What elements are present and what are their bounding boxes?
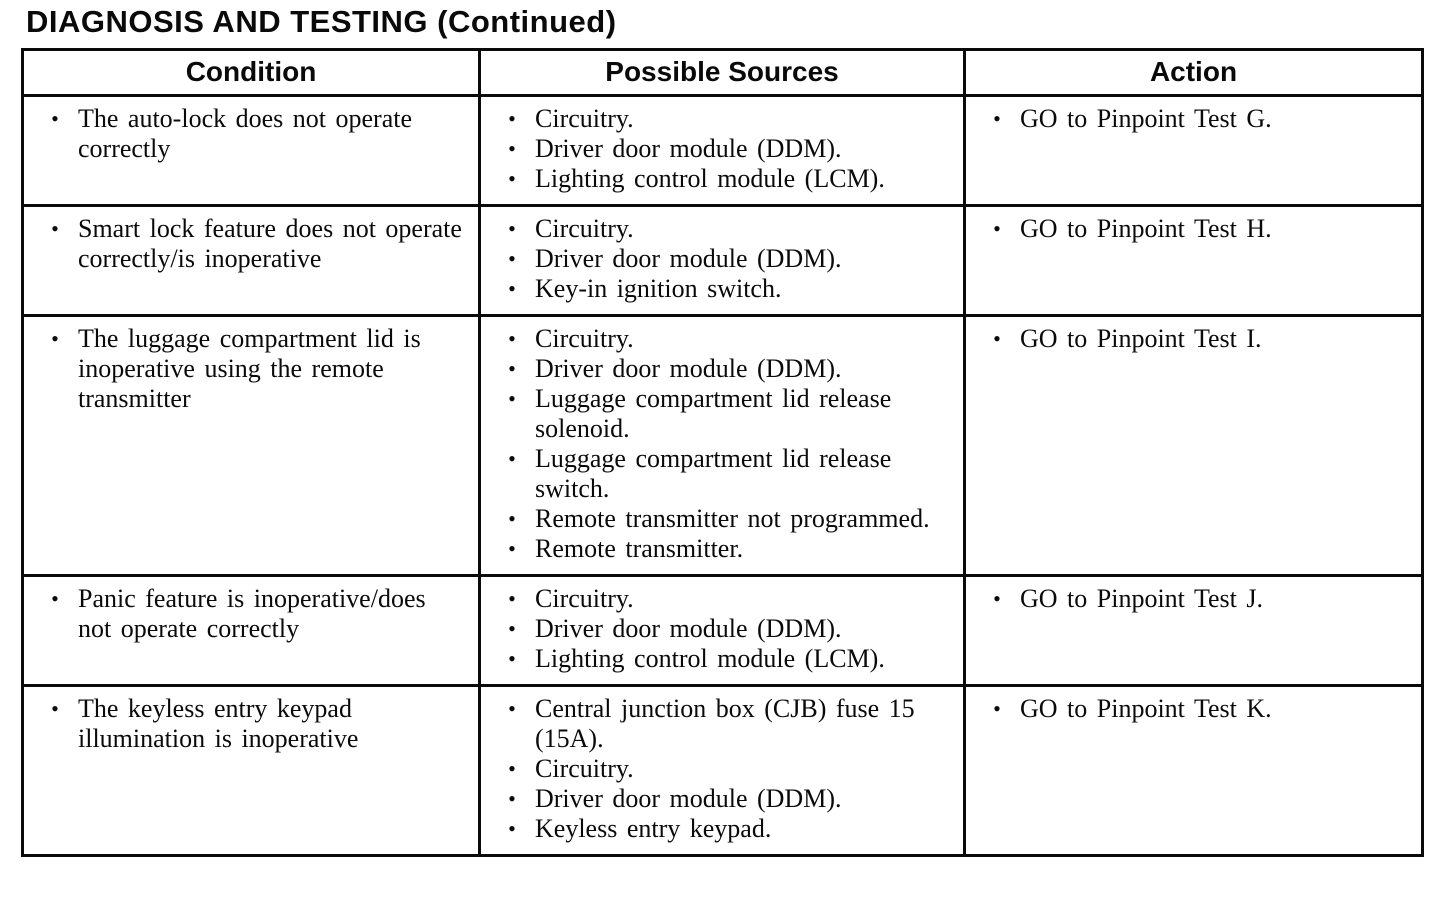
bullet-icon: • bbox=[508, 646, 516, 671]
source-text: Driver door module (DDM). bbox=[535, 244, 842, 273]
source-text: Circuitry. bbox=[535, 214, 634, 243]
bullet-icon: • bbox=[993, 326, 1001, 351]
bullet-icon: • bbox=[993, 106, 1001, 131]
bullet-item bbox=[489, 134, 955, 164]
bullet-icon: • bbox=[508, 616, 516, 641]
bullet-item bbox=[974, 584, 1413, 614]
action-text: GO to Pinpoint Test I. bbox=[1020, 324, 1262, 353]
source-text: Luggage compartment lid release solenoid. bbox=[535, 384, 892, 443]
bullet-item bbox=[489, 694, 955, 754]
source-text: Remote transmitter not programmed. bbox=[535, 504, 930, 533]
bullet-item bbox=[489, 534, 955, 564]
condition-text: Smart lock feature does not operate correctly/is inoperative bbox=[78, 214, 462, 273]
bullet-icon: • bbox=[508, 506, 516, 531]
action-text: GO to Pinpoint Test H. bbox=[1020, 214, 1272, 243]
condition-cell bbox=[23, 96, 480, 206]
bullet-item bbox=[32, 584, 470, 644]
source-text: Key-in ignition switch. bbox=[535, 274, 782, 303]
bullet-item bbox=[974, 694, 1413, 724]
bullet-icon: • bbox=[993, 696, 1001, 721]
table-header-row bbox=[23, 50, 1423, 96]
bullet-item bbox=[32, 214, 470, 274]
source-text: Remote transmitter. bbox=[535, 534, 744, 563]
page-title: DIAGNOSIS AND TESTING (Continued) bbox=[26, 4, 617, 39]
bullet-icon: • bbox=[508, 786, 516, 811]
source-text: Keyless entry keypad. bbox=[535, 814, 772, 843]
source-text: Driver door module (DDM). bbox=[535, 614, 842, 643]
sources-cell bbox=[480, 316, 965, 576]
bullet-icon: • bbox=[993, 586, 1001, 611]
bullet-item bbox=[489, 504, 955, 534]
bullet-icon: • bbox=[508, 816, 516, 841]
source-text: Lighting control module (LCM). bbox=[535, 164, 885, 193]
table-row bbox=[23, 96, 1423, 206]
source-text: Lighting control module (LCM). bbox=[535, 644, 885, 673]
bullet-icon: • bbox=[508, 276, 516, 301]
bullet-item bbox=[489, 444, 955, 504]
bullet-item bbox=[974, 104, 1413, 134]
bullet-item bbox=[489, 274, 955, 304]
bullet-icon: • bbox=[508, 696, 516, 721]
bullet-item bbox=[489, 324, 955, 354]
bullet-icon: • bbox=[508, 536, 516, 561]
sources-cell bbox=[480, 686, 965, 856]
condition-text: The auto-lock does not operate correctly bbox=[78, 104, 412, 163]
bullet-icon: • bbox=[51, 696, 59, 721]
table-row bbox=[23, 316, 1423, 576]
sources-cell bbox=[480, 576, 965, 686]
action-text: GO to Pinpoint Test J. bbox=[1020, 584, 1264, 613]
bullet-item bbox=[489, 754, 955, 784]
column-header-condition: Condition bbox=[23, 50, 480, 96]
action-cell bbox=[965, 686, 1423, 856]
action-text: GO to Pinpoint Test G. bbox=[1020, 104, 1272, 133]
bullet-icon: • bbox=[51, 106, 59, 131]
bullet-item bbox=[489, 244, 955, 274]
condition-text: Panic feature is inoperative/does not operate correctly bbox=[78, 584, 426, 643]
bullet-item bbox=[489, 354, 955, 384]
table-row bbox=[23, 686, 1423, 856]
bullet-item bbox=[974, 324, 1413, 354]
action-cell bbox=[965, 576, 1423, 686]
bullet-item bbox=[489, 644, 955, 674]
source-text: Driver door module (DDM). bbox=[535, 134, 842, 163]
bullet-icon: • bbox=[508, 446, 516, 471]
bullet-item bbox=[32, 324, 470, 414]
bullet-icon: • bbox=[51, 216, 59, 241]
bullet-item bbox=[489, 214, 955, 244]
scanned-manual-page bbox=[0, 4, 1456, 918]
bullet-item bbox=[489, 814, 955, 844]
bullet-icon: • bbox=[508, 166, 516, 191]
condition-cell bbox=[23, 686, 480, 856]
bullet-icon: • bbox=[508, 386, 516, 411]
bullet-item bbox=[32, 694, 470, 754]
bullet-item bbox=[489, 784, 955, 814]
table-row bbox=[23, 576, 1423, 686]
condition-text: The keyless entry keypad illumination is inoperative bbox=[78, 694, 359, 753]
condition-cell bbox=[23, 206, 480, 316]
bullet-item bbox=[974, 214, 1413, 244]
column-header-action: Action bbox=[965, 50, 1423, 96]
bullet-item bbox=[32, 104, 470, 164]
bullet-icon: • bbox=[51, 326, 59, 351]
source-text: Driver door module (DDM). bbox=[535, 354, 842, 383]
source-text: Circuitry. bbox=[535, 324, 634, 353]
condition-text: The luggage compartment lid is inoperative using the remote transmitter bbox=[78, 324, 421, 413]
bullet-icon: • bbox=[508, 326, 516, 351]
action-cell bbox=[965, 96, 1423, 206]
sources-cell bbox=[480, 206, 965, 316]
source-text: Circuitry. bbox=[535, 754, 634, 783]
action-cell bbox=[965, 206, 1423, 316]
bullet-icon: • bbox=[508, 246, 516, 271]
condition-cell bbox=[23, 576, 480, 686]
diagnosis-table bbox=[21, 48, 1424, 857]
bullet-item bbox=[489, 104, 955, 134]
sources-cell bbox=[480, 96, 965, 206]
bullet-icon: • bbox=[993, 216, 1001, 241]
action-text: GO to Pinpoint Test K. bbox=[1020, 694, 1272, 723]
source-text: Circuitry. bbox=[535, 104, 634, 133]
bullet-icon: • bbox=[508, 356, 516, 381]
source-text: Circuitry. bbox=[535, 584, 634, 613]
source-text: Driver door module (DDM). bbox=[535, 784, 842, 813]
action-cell bbox=[965, 316, 1423, 576]
bullet-icon: • bbox=[508, 216, 516, 241]
column-header-possible-sources: Possible Sources bbox=[480, 50, 965, 96]
source-text: Luggage compartment lid release switch. bbox=[535, 444, 892, 503]
bullet-icon: • bbox=[51, 586, 59, 611]
bullet-icon: • bbox=[508, 756, 516, 781]
bullet-item bbox=[489, 614, 955, 644]
bullet-item bbox=[489, 584, 955, 614]
bullet-item bbox=[489, 384, 955, 444]
bullet-icon: • bbox=[508, 106, 516, 131]
source-text: Central junction box (CJB) fuse 15 (15A). bbox=[535, 694, 915, 753]
bullet-icon: • bbox=[508, 586, 516, 611]
bullet-icon: • bbox=[508, 136, 516, 161]
table-row bbox=[23, 206, 1423, 316]
bullet-item bbox=[489, 164, 955, 194]
condition-cell bbox=[23, 316, 480, 576]
